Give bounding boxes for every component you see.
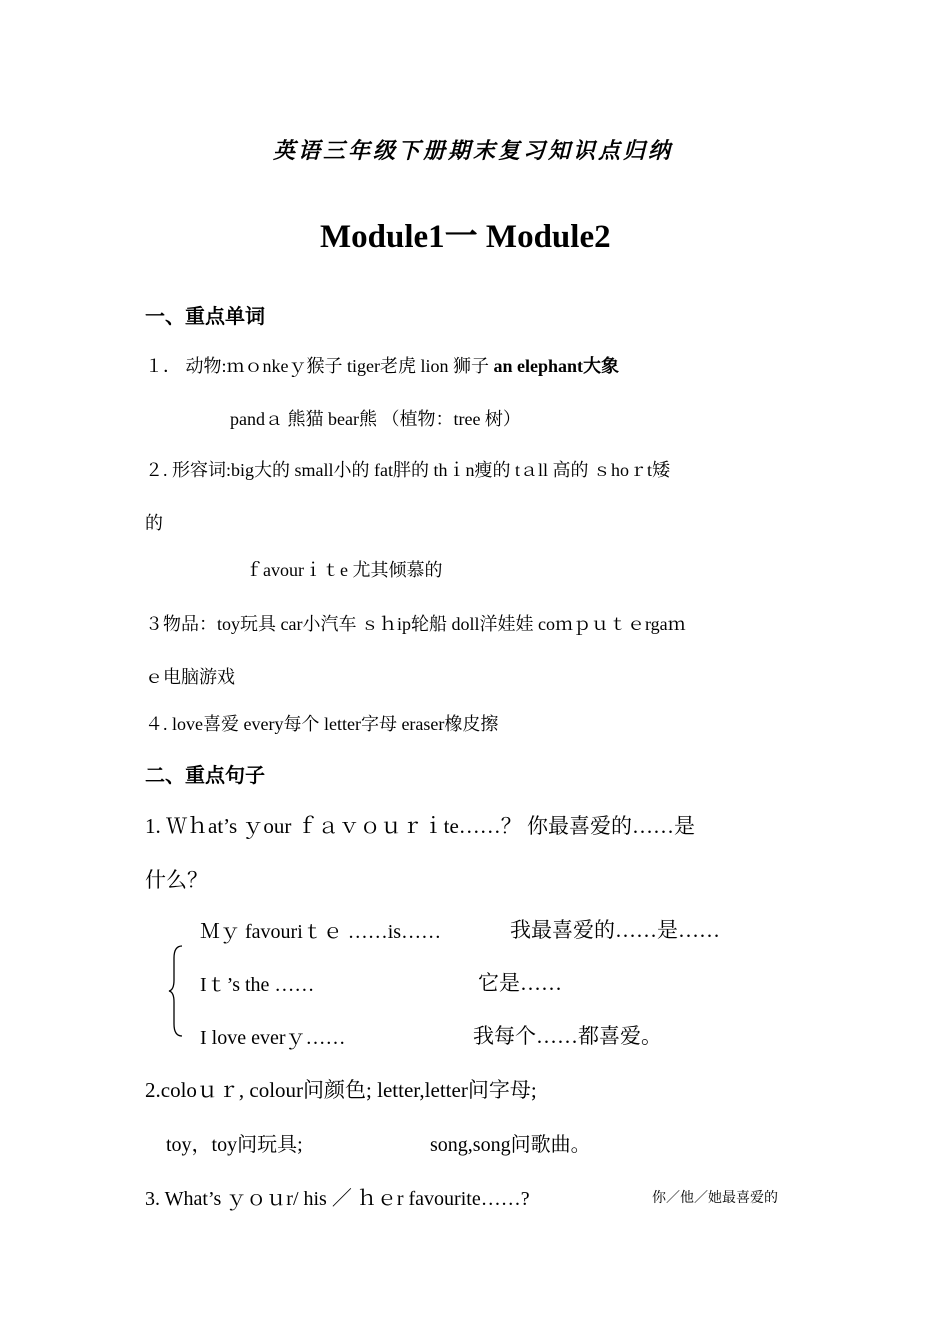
brace-icon [168, 944, 184, 1038]
sentence-2-toy: toy，toy问玩具; [166, 1134, 303, 1156]
sentence-3-zh: 你／他／她最喜爱的 [652, 1191, 778, 1206]
sentence-1: 1. Ｗｈat’s ｙour ｆａｖｏｕｒｉte……？ 你最喜爱的……是 [145, 814, 696, 838]
words-animals-bold: an elephant大象 [493, 356, 620, 376]
answer-2-en: Iｔ’s the …… [200, 974, 315, 996]
words-animals-cont: pandａ 熊猫 bear熊 （植物：tree 树） [230, 409, 521, 429]
section-heading-words: 一、重点单词 [145, 304, 265, 328]
words-adjectives-cont: 的 [145, 513, 163, 533]
answer-1-zh: 我最喜爱的……是…… [510, 918, 720, 942]
sentence-2-song: song,song问歌曲。 [430, 1134, 591, 1156]
words-animals [145, 352, 619, 378]
module-heading: Module1一 Module2 [320, 219, 611, 255]
doc-title: 英语三年级下册期末复习知识点归纳 [273, 138, 674, 164]
words-animals-text: １． 动物:ｍｏnkeｙ猴子 tiger老虎 lion 狮子 [145, 356, 494, 376]
words-favourite: ｆavourｉｔe 尤其倾慕的 [245, 560, 443, 580]
words-items-cont: ｅ电脑游戏 [145, 667, 235, 687]
answer-2-zh: 它是…… [478, 971, 562, 995]
sentence-2: 2.coloｕｒ, colour问颜色; letter,letter问字母; [145, 1078, 537, 1102]
answer-1-en: Ｍｙ favouriｔｅ ……is…… [200, 921, 442, 943]
words-adjectives: ２. 形容词:big大的 small小的 fat胖的 thｉn瘦的 tａll 高的 ｓhoｒt矮 [145, 460, 670, 480]
section-heading-sentences: 二、重点句子 [145, 763, 265, 787]
answer-3-zh: 我每个……都喜爱。 [473, 1024, 662, 1048]
answer-3-en: I love everｙ…… [200, 1027, 346, 1049]
words-verbs: ４. love喜爱 every每个 letter字母 eraser橡皮擦 [145, 714, 499, 734]
words-items: ３物品：toy玩具 car小汽车 ｓｈip轮船 doll洋娃娃 coｍｐｕｔｅrgaｍ [145, 614, 686, 634]
sentence-3: 3. What’s ｙｏｕr/ his ／ ｈｅr favourite……? [145, 1188, 530, 1210]
sentence-1-cont: 什么？ [145, 868, 208, 892]
